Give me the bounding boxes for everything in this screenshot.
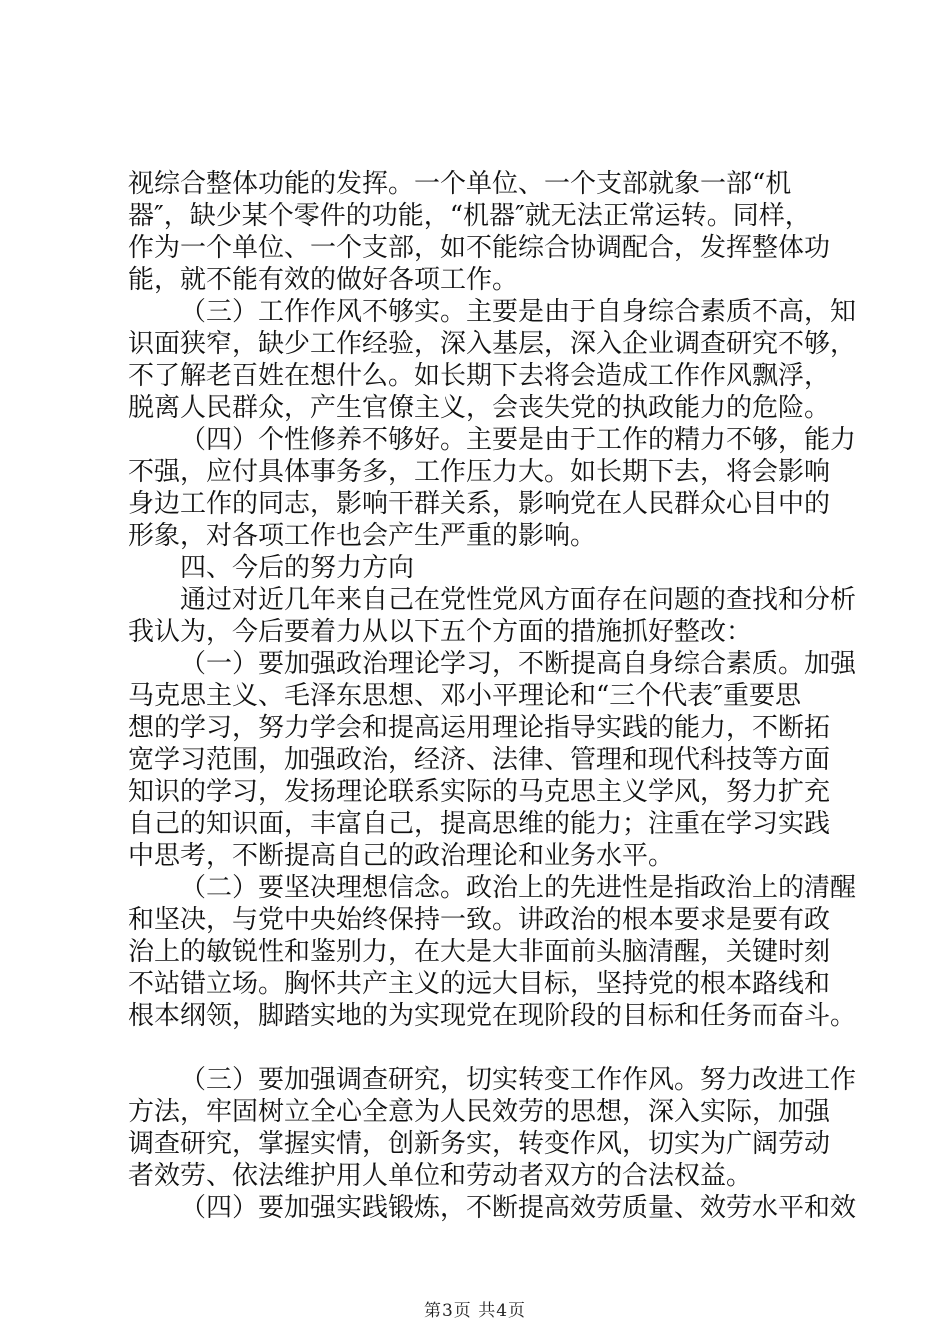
text-line: 不站错立场。胸怀共产主义的远大目标，坚持党的根本路线和 (128, 969, 831, 999)
text-line: 中思考，不断提高自己的政治理论和业务水平。 (128, 841, 675, 871)
text-line: （二）要坚决理想信念。政治上的先进性是指政治上的清醒 (180, 873, 857, 903)
text-line: 根本纲领，脚踏实地的为实现党在现阶段的目标和任务而奋斗。 (128, 1001, 857, 1031)
text-line: 作为一个单位、一个支部，如不能综合协调配合，发挥整体功 (128, 233, 831, 263)
text-line: 脱离人民群众，产生官僚主义，会丧失党的执政能力的危险。 (128, 393, 831, 423)
text-line: （三）要加强调查研究，切实转变工作作风。努力改进工作 (180, 1065, 857, 1095)
text-line: （三）工作作风不够实。主要是由于自身综合素质不高，知 (180, 297, 857, 327)
text-line: 不了解老百姓在想什么。如长期下去将会造成工作作风飘浮， (128, 361, 831, 391)
text-line: 能，就不能有效的做好各项工作。 (128, 265, 519, 295)
text-line: （四）要加强实践锻炼，不断提高效劳质量、效劳水平和效 (180, 1193, 857, 1223)
text-line: 调查研究，掌握实情，创新务实，转变作风，切实为广阔劳动 (128, 1129, 831, 1159)
text-line: 识面狭窄，缺少工作经验，深入基层，深入企业调查研究不够， (128, 329, 857, 359)
text-line: 马克思主义、毛泽东思想、邓小平理论和“三个代表″重要思 (128, 681, 802, 711)
text-line: 不强，应付具体事务多，工作压力大。如长期下去，将会影响 (128, 457, 831, 487)
text-line: 方法，牢固树立全心全意为人民效劳的思想，深入实际，加强 (128, 1097, 831, 1127)
page-number-footer: 第3页 共4页 (423, 1301, 527, 1321)
text-line: 知识的学习，发扬理论联系实际的马克思主义学风，努力扩充 (128, 777, 831, 807)
text-line: 治上的敏锐性和鉴别力，在大是大非面前头脑清醒，关键时刻 (128, 937, 831, 967)
text-line: 我认为，今后要着力从以下五个方面的措施抓好整改： (128, 617, 753, 647)
section-heading: 四、今后的努力方向 (180, 553, 415, 583)
text-line: 者效劳、依法维护用人单位和劳动者双方的合法权益。 (128, 1161, 753, 1191)
text-line: （一）要加强政治理论学习，不断提高自身综合素质。加强 (180, 649, 857, 679)
text-line: 形象，对各项工作也会产生严重的影响。 (128, 521, 597, 551)
text-line: 自己的知识面，丰富自己，提高思维的能力；注重在学习实践 (128, 809, 831, 839)
text-line: 视综合整体功能的发挥。一个单位、一个支部就象一部“机 (128, 169, 792, 199)
text-line: 器″，缺少某个零件的功能，“机器″就无法正常运转。同样， (128, 201, 811, 231)
text-line: 想的学习，努力学会和提高运用理论指导实践的能力，不断拓 (128, 713, 831, 743)
text-line: 通过对近几年来自己在党性党风方面存在问题的查找和分析 (180, 585, 857, 615)
text-line: （四）个性修养不够好。主要是由于工作的精力不够，能力 (180, 425, 857, 455)
text-line: 身边工作的同志，影响干群关系，影响党在人民群众心目中的 (128, 489, 831, 519)
document-body (128, 168, 857, 1224)
text-line: 宽学习范围，加强政治，经济、法律、管理和现代科技等方面 (128, 745, 831, 775)
text-line: 和坚决，与党中央始终保持一致。讲政治的根本要求是要有政 (128, 905, 831, 935)
blank-line (128, 1032, 828, 1064)
